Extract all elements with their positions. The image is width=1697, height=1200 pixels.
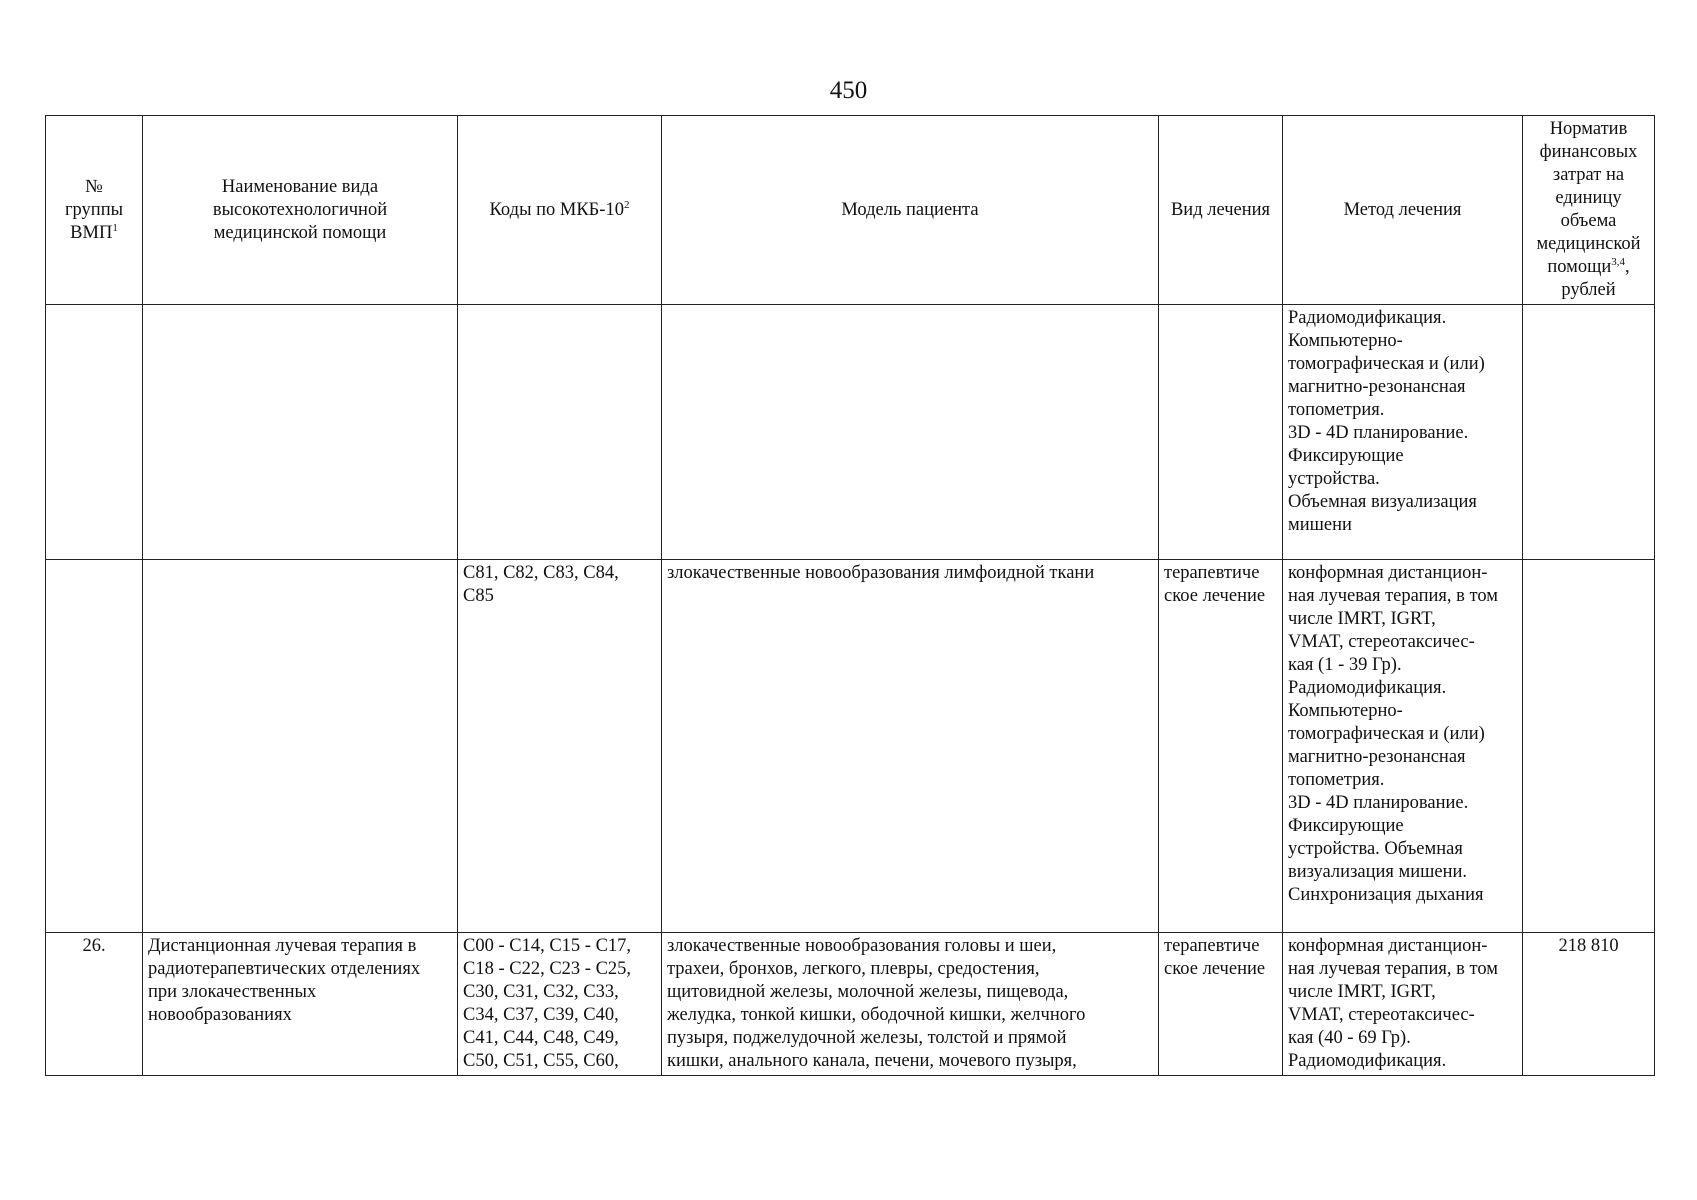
cell-patient-model — [662, 305, 1159, 560]
table-row — [46, 305, 1655, 560]
cell-care-name — [143, 305, 458, 560]
cell-cost-norm: 218 810 — [1523, 933, 1655, 1076]
cell-treatment-type — [1159, 305, 1283, 560]
cell-icd-codes: C81, C82, C83, C84, C85 — [458, 560, 662, 933]
cell-group-number — [46, 305, 143, 560]
cell-care-name: Дистанционная лучевая терапия в радиотерапевтических отделениях при злокачественных новообразованиях — [143, 933, 458, 1076]
cell-treatment-method: конформная дистанцион- ная лучевая терапия, в том числе IMRT, IGRT, VMAT, стереотаксичес- кая (40 - 69 Гр). Радиомодификация. — [1283, 933, 1523, 1076]
cell-group-number — [46, 560, 143, 933]
cell-patient-model: злокачественные новообразования лимфоидной ткани — [662, 560, 1159, 933]
header-treatment-method: Метод лечения — [1283, 116, 1523, 305]
cell-treatment-method: Радиомодификация. Компьютерно- томографическая и (или) магнитно-резонансная топометрия. 3D - 4D планирование. Фиксирующие устройства. Объемная визуализация мишени — [1283, 305, 1523, 560]
header-cost-norm: Норматив финансовых затрат на единицу объема медицинской помощи$^{3,4}$, рублей — [1523, 116, 1655, 305]
cell-treatment-type: терапевтиче ское лечение — [1159, 933, 1283, 1076]
header-patient-model: Модель пациента — [662, 116, 1159, 305]
medical-care-table — [45, 115, 1655, 1076]
cell-care-name — [143, 560, 458, 933]
cell-icd-codes — [458, 305, 662, 560]
cell-cost-norm — [1523, 305, 1655, 560]
table-row — [46, 560, 1655, 933]
cell-icd-codes: C00 - C14, C15 - C17, C18 - C22, C23 - C25, C30, C31, C32, C33, C34, C37, C39, C40, C41, C44, C48, C49, C50, C51, C55, C60, — [458, 933, 662, 1076]
cell-treatment-type: терапевтиче ское лечение — [1159, 560, 1283, 933]
header-treatment-type: Вид лечения — [1159, 116, 1283, 305]
header-care-name: Наименование вида высокотехнологичной медицинской помощи — [143, 116, 458, 305]
page-number: 450 — [829, 77, 868, 104]
table-header-row — [46, 116, 1655, 305]
cell-group-number: 26. — [46, 933, 143, 1076]
header-icd-codes: Коды по МКБ-$10^2$ — [458, 116, 662, 305]
cell-cost-norm — [1523, 560, 1655, 933]
table-row — [46, 933, 1655, 1076]
cell-patient-model: злокачественные новообразования головы и шеи, трахеи, бронхов, легкого, плевры, средостения, щитовидной железы, молочной железы, пищевода, желудка, тонкой кишки, ободочной кишки, желчного пузыря, поджелудочной железы, толстой и прямой кишки, анального канала, печени, мочевого пузыря, — [662, 933, 1159, 1076]
cell-treatment-method: конформная дистанцион- ная лучевая терапия, в том числе IMRT, IGRT, VMAT, стереотаксичес- кая (1 - 39 Гр). Радиомодификация. Компьютерно- томографическая и (или) магнитно-резонансная топометрия. 3D - 4D планирование. Фиксирующие устройства. Объемная визуализация мишени. Синхронизация дыхания — [1283, 560, 1523, 933]
header-group-number: № группы ВМП$^1$ — [46, 116, 143, 305]
